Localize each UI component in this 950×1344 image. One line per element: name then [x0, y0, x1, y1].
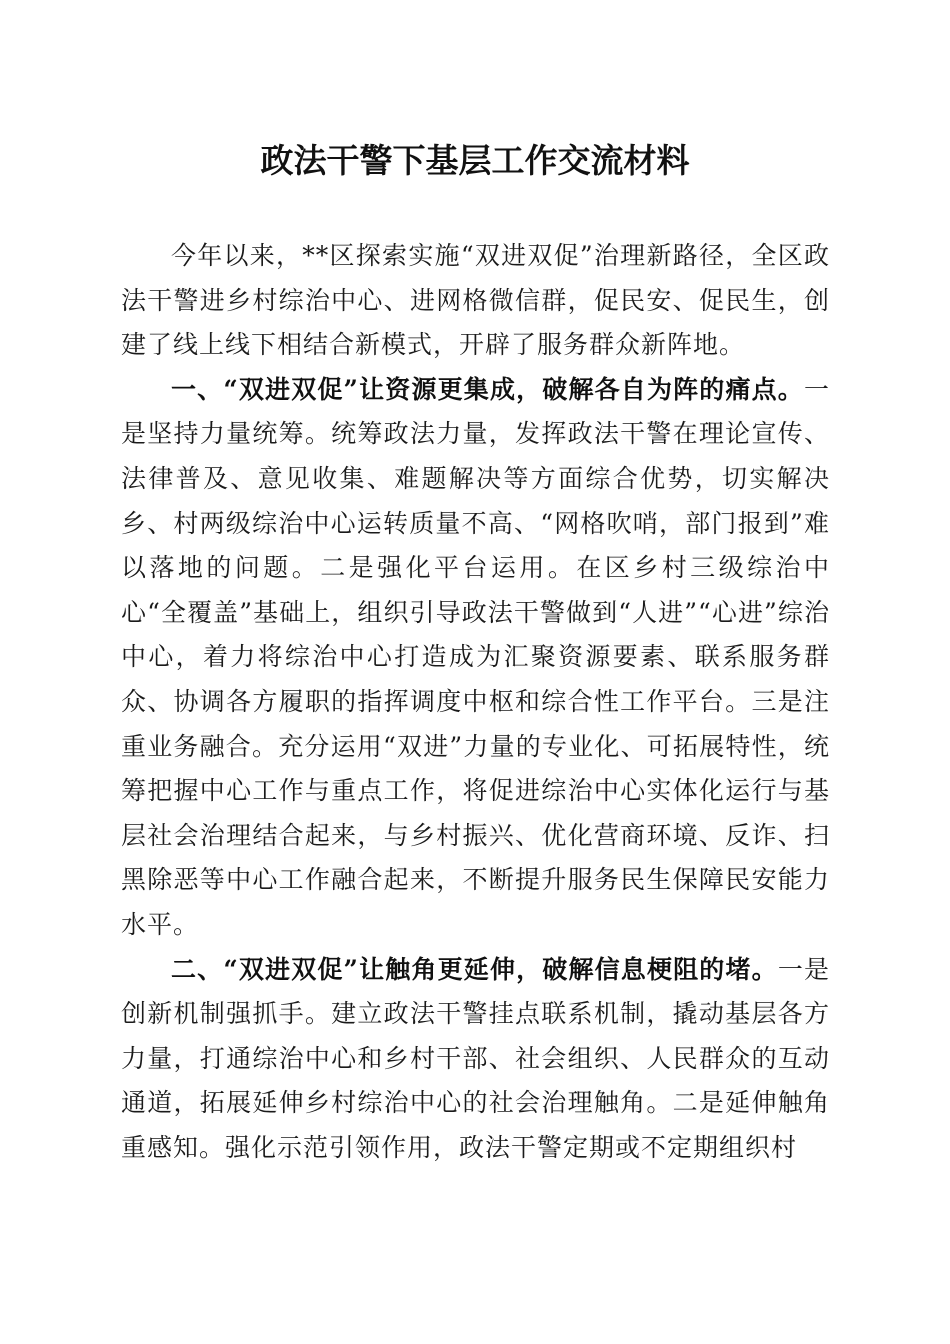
section-text: 一是创新机制强抓手。建立政法干警挂点联系机制，撬动基层各方力量，打通综治中心和乡村干部、社会组织、人民群众的互动通道，拓展延伸乡村综治中心的社会治理触角。二是延伸触角重感知。强化示范引领作用，政法干警定期或不定期组织村: [121, 954, 830, 1162]
section-text: 一是坚持力量统筹。统筹政法力量，发挥政法干警在理论宣传、法律普及、意见收集、难题解决等方面综合优势，切实解决乡、村两级综治中心运转质量不高、“网格吹哨，部门报到”难以落地的问题。二是强化平台运用。在区乡村三级综治中心“全覆盖”基础上，组织引导政法干警做到“人进”“心进”综治中心，着力将综治中心打造成为汇聚资源要素、联系服务群众、协调各方履职的指挥调度中枢和综合性工作平台。三是注重业务融合。充分运用“双进”力量的专业化、可拓展特性，统筹把握中心工作与重点工作，将促进综治中心实体化运行与基层社会治理结合起来，与乡村振兴、优化营商环境、反诈、扫黑除恶等中心工作融合起来，不断提升服务民生保障民安能力水平。: [121, 374, 830, 939]
section-heading: 一、“双进双促”让资源更集成，破解各自为阵的痛点。: [171, 374, 804, 404]
paragraph-section-2: [121, 948, 830, 1171]
document-title: 政法干警下基层工作交流材料: [260, 141, 690, 180]
document-body: [121, 234, 830, 1170]
paragraph-text: 今年以来，**区探索实施“双进双促”治理新路径，全区政法干警进乡村综治中心、进网格微信群，促民安、促民生，创建了线上线下相结合新模式，开辟了服务群众新阵地。: [121, 241, 830, 360]
paragraph-intro: [121, 234, 830, 368]
paragraph-section-1: [121, 368, 830, 948]
section-heading: 二、“双进双促”让触角更延伸，破解信息梗阻的堵。: [171, 954, 778, 984]
